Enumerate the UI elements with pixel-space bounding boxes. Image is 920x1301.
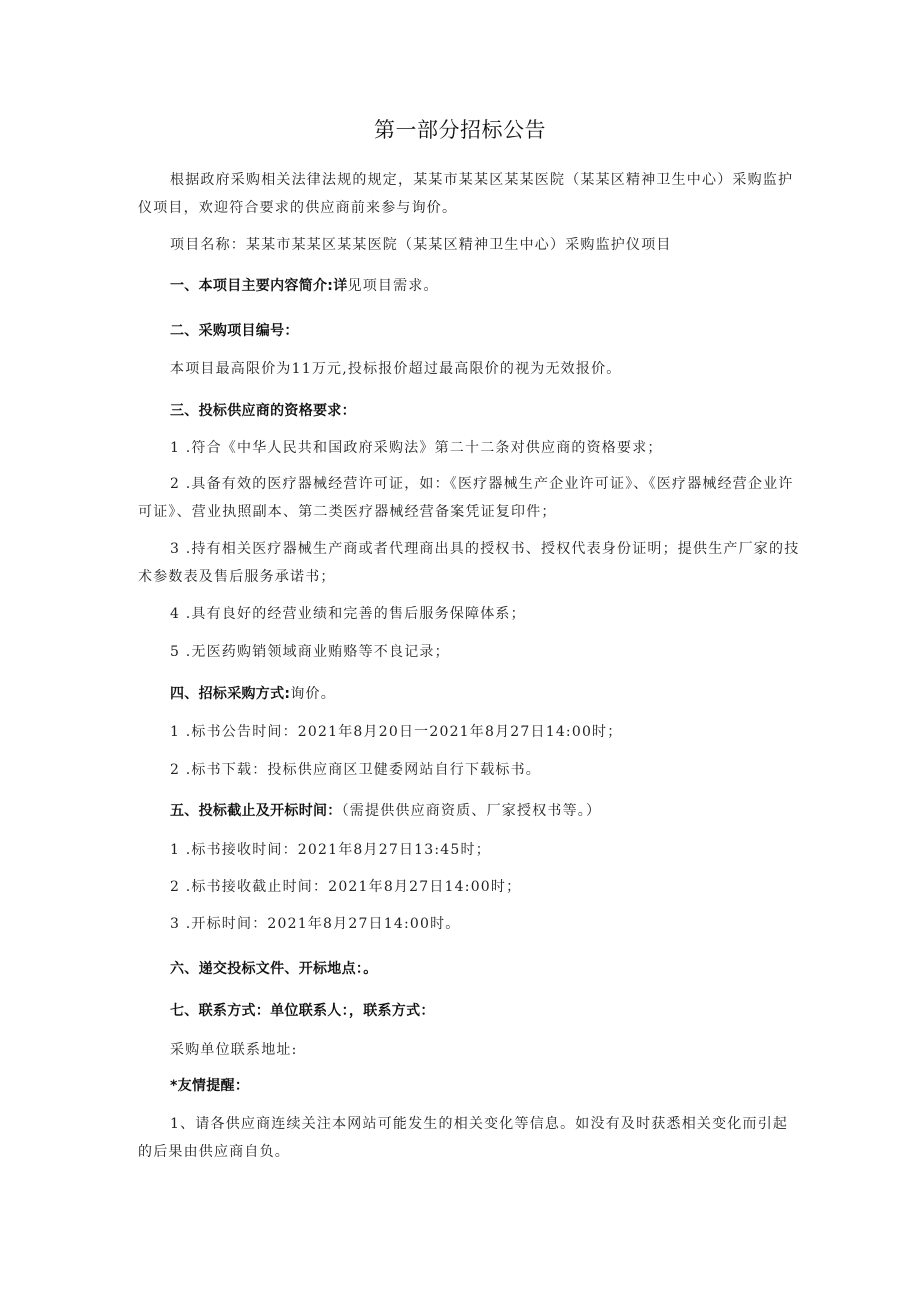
deadline-item: 3 .开标时间：2021年8月27日14:00时。 [170,916,461,932]
qualification-item: 4 .具有良好的经营业绩和完善的售后服务保障体系； [170,606,526,622]
section-1-text: 见项目需求。 [347,278,439,294]
price-limit: 本项目最高限价为11万元,投标报价超过最高限价的视为无效报价。 [170,361,622,377]
section-7-heading: 七、联系方式：单位联系人：，联系方式： [170,1003,435,1019]
section-4 [170,683,336,703]
intro-paragraph: 根据政府采购相关法律法规的规定，某某市某某区某某医院（某某区精神卫生中心）采购监护仪项目，欢迎符合要求的供应商前来参与询价。 [138,172,794,216]
section-1-heading: 一、本项目主要内容简介:详 [170,278,348,294]
procurement-item: 2 .标书下载：投标供应商区卫健委网站自行下载标书。 [170,762,542,778]
section-5-text: （需提供供应商资质、厂家授权书等。） [341,803,602,819]
section-5 [170,800,601,820]
contact-address: 采购单位联系地址: [170,1042,298,1058]
project-name: 项目名称：某某市某某区某某医院（某某区精神卫生中心）采购监护仪项目 [170,237,672,253]
section-2-heading: 二、采购项目编号： [170,323,299,339]
section-4-heading: 四、招标采购方式: [170,686,291,702]
deadline-item: 1 .标书接收时间：2021年8月27日13:45时； [170,842,491,858]
page-title: 第一部分招标公告 [374,118,546,142]
qualification-item: 5 .无医药购销领域商业贿赂等不良记录； [170,644,450,660]
qualification-item: 1 .符合《中华人民共和国政府采购法》第二十二条对供应商的资格要求； [170,440,663,456]
section-6-heading: 六、递交投标文件、开标地点：。 [170,961,378,977]
reminder-text: 1、请各供应商连续关注本网站可能发生的相关变化等信息。如没有及时获悉相关变化而引起的后果由供应商自负。 [138,1116,789,1160]
qualification-item: 3 .持有相关医疗器械生产商或者代理商出具的授权书、授权代表身份证明；提供生产厂家的技术参数表及售后服务承诺书； [138,541,800,585]
section-4-text: 询价。 [290,686,336,702]
section-1 [170,275,439,295]
procurement-item: 1 .标书公告时间：2021年8月20日一2021年8月27日14:00时； [170,724,623,740]
section-3-heading: 三、投标供应商的资格要求： [170,403,356,419]
qualification-item: 2 .具备有效的医疗器械经营许可证，如：《医疗器械生产企业许可证》、《医疗器械经营企业许可证》、营业执照副本、第二类医疗器械经营备案凭证复印件； [138,476,794,520]
deadline-item: 2 .标书接收截止时间：2021年8月27日14:00时； [170,879,522,895]
section-5-heading: 五、投标截止及开标时间： [170,803,342,819]
reminder-heading: *友情提醒： [170,1078,250,1094]
